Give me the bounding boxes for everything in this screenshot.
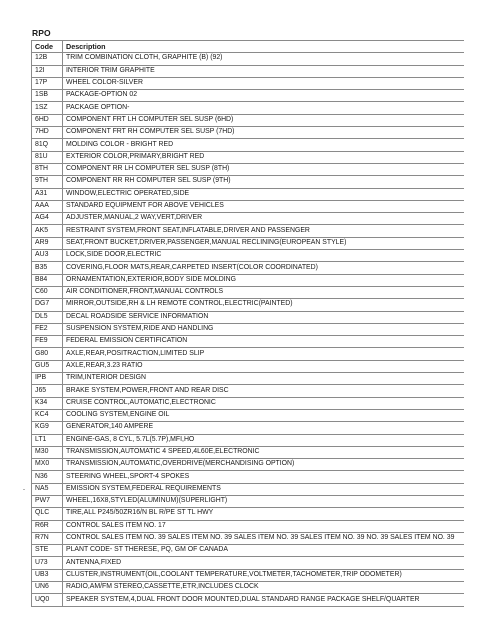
rpo-code-cell: K34	[32, 397, 63, 409]
table-row	[32, 262, 464, 274]
rpo-code-cell: R6R	[32, 520, 63, 532]
table-row	[32, 520, 464, 532]
rpo-description-cell: COMPONENT FRT RH COMPUTER SEL SUSP (7HD)	[63, 127, 464, 139]
rpo-code-cell: A31	[32, 188, 63, 200]
rpo-description-cell: MIRROR,OUTSIDE,RH & LH REMOTE CONTROL,ELECTRIC(PAINTED)	[63, 299, 464, 311]
table-row	[32, 151, 464, 163]
table-header-row	[32, 41, 464, 53]
rpo-description-cell: RADIO,AM/FM STEREO,CASSETTE,ETR,INCLUDES CLOCK	[63, 582, 464, 594]
rpo-description-cell: AIR CONDITIONER,FRONT,MANUAL CONTROLS	[63, 286, 464, 298]
table-row	[32, 422, 464, 434]
scan-speck	[23, 489, 25, 490]
table-row	[32, 409, 464, 421]
rpo-code-cell: B35	[32, 262, 63, 274]
rpo-code-cell: 17P	[32, 77, 63, 89]
rpo-code-cell: IPB	[32, 373, 63, 385]
rpo-code-cell: KG9	[32, 422, 63, 434]
table-row	[32, 459, 464, 471]
rpo-description-cell: ADJUSTER,MANUAL,2 WAY,VERT,DRIVER	[63, 213, 464, 225]
rpo-code-cell: 8TH	[32, 163, 63, 175]
table-row	[32, 65, 464, 77]
rpo-code-cell: FE2	[32, 323, 63, 335]
rpo-description-cell: COOLING SYSTEM,ENGINE OIL	[63, 409, 464, 421]
table-row	[32, 311, 464, 323]
rpo-code-cell: DL5	[32, 311, 63, 323]
rpo-description-cell: TRANSMISSION,AUTOMATIC,OVERDRIVE(MERCHANDISING OPTION)	[63, 459, 464, 471]
rpo-description-cell: GENERATOR,140 AMPERE	[63, 422, 464, 434]
rpo-description-cell: COMPONENT RR LH COMPUTER SEL SUSP (8TH)	[63, 163, 464, 175]
table-row	[32, 594, 464, 606]
rpo-description-cell: DECAL ROADSIDE SERVICE INFORMATION	[63, 311, 464, 323]
code-column-header: Code	[32, 41, 63, 53]
rpo-code-cell: U73	[32, 557, 63, 569]
table-row	[32, 250, 464, 262]
rpo-code-cell: 7HD	[32, 127, 63, 139]
description-column-header: Description	[63, 41, 464, 53]
rpo-description-cell: CONTROL SALES ITEM NO. 39 SALES ITEM NO. 39 SALES ITEM NO. 39 SALES ITEM NO. 39 NO. 39 SALES ITEM NO. 39	[63, 532, 464, 544]
table-row	[32, 373, 464, 385]
table-row	[32, 471, 464, 483]
rpo-code-cell: AAA	[32, 200, 63, 212]
rpo-code-cell: 1SZ	[32, 102, 63, 114]
rpo-code-table	[31, 40, 464, 607]
rpo-code-cell: FE9	[32, 336, 63, 348]
rpo-description-cell: MOLDING COLOR - BRIGHT RED	[63, 139, 464, 151]
table-row	[32, 200, 464, 212]
table-row	[32, 213, 464, 225]
table-row	[32, 545, 464, 557]
rpo-description-cell: WHEEL COLOR-SILVER	[63, 77, 464, 89]
table-row	[32, 385, 464, 397]
rpo-description-cell: AXLE,REAR,3.23 RATIO	[63, 360, 464, 372]
rpo-code-cell: UB3	[32, 569, 63, 581]
table-row	[32, 348, 464, 360]
rpo-description-cell: COVERING,FLOOR MATS,REAR,CARPETED INSERT(COLOR COORDINATED)	[63, 262, 464, 274]
rpo-description-cell: STEERING WHEEL,SPORT-4 SPOKES	[63, 471, 464, 483]
rpo-description-cell: WHEEL,16X8,STYLED(ALUMINUM)(SUPERLIGHT)	[63, 495, 464, 507]
rpo-description-cell: WINDOW,ELECTRIC OPERATED,SIDE	[63, 188, 464, 200]
table-row	[32, 495, 464, 507]
rpo-code-cell: KC4	[32, 409, 63, 421]
rpo-code-cell: AU3	[32, 250, 63, 262]
table-row	[32, 508, 464, 520]
rpo-description-cell: EMISSION SYSTEM,FEDERAL REQUIREMENTS	[63, 483, 464, 495]
rpo-description-cell: STANDARD EQUIPMENT FOR ABOVE VEHICLES	[63, 200, 464, 212]
rpo-description-cell: EXTERIOR COLOR,PRIMARY,BRIGHT RED	[63, 151, 464, 163]
table-row	[32, 127, 464, 139]
table-row	[32, 397, 464, 409]
rpo-description-cell: ENGINE-GAS, 8 CYL, 5.7L(5.7P),MFI,HO	[63, 434, 464, 446]
rpo-code-cell: 12B	[32, 53, 63, 65]
rpo-description-cell: COMPONENT RR RH COMPUTER SEL SUSP (9TH)	[63, 176, 464, 188]
rpo-code-cell: M30	[32, 446, 63, 458]
rpo-description-cell: TRIM,INTERIOR DESIGN	[63, 373, 464, 385]
table-row	[32, 446, 464, 458]
rpo-description-cell: TRIM COMBINATION CLOTH, GRAPHITE (B) (92)	[63, 53, 464, 65]
rpo-code-cell: LT1	[32, 434, 63, 446]
table-row	[32, 557, 464, 569]
rpo-code-cell: R7N	[32, 532, 63, 544]
table-row	[32, 53, 464, 65]
rpo-code-cell: B84	[32, 274, 63, 286]
table-row	[32, 323, 464, 335]
rpo-code-cell: 81Q	[32, 139, 63, 151]
rpo-description-cell: RESTRAINT SYSTEM,FRONT SEAT,INFLATABLE,DRIVER AND PASSENGER	[63, 225, 464, 237]
rpo-code-cell: AK5	[32, 225, 63, 237]
table-row	[32, 483, 464, 495]
rpo-description-cell: SUSPENSION SYSTEM,RIDE AND HANDLING	[63, 323, 464, 335]
table-row	[32, 90, 464, 102]
table-row	[32, 582, 464, 594]
table-row	[32, 114, 464, 126]
rpo-code-cell: 6HD	[32, 114, 63, 126]
rpo-description-cell: CONTROL SALES ITEM NO. 17	[63, 520, 464, 532]
rpo-code-cell: PW7	[32, 495, 63, 507]
rpo-code-cell: N36	[32, 471, 63, 483]
rpo-description-cell: ORNAMENTATION,EXTERIOR,BODY SIDE MOLDING	[63, 274, 464, 286]
table-row	[32, 163, 464, 175]
rpo-description-cell: BRAKE SYSTEM,POWER,FRONT AND REAR DISC	[63, 385, 464, 397]
table-row	[32, 188, 464, 200]
table-row	[32, 299, 464, 311]
rpo-code-cell: QLC	[32, 508, 63, 520]
table-row	[32, 286, 464, 298]
rpo-code-cell: NA5	[32, 483, 63, 495]
rpo-code-cell: 1SB	[32, 90, 63, 102]
rpo-code-cell: UN6	[32, 582, 63, 594]
rpo-description-cell: FEDERAL EMISSION CERTIFICATION	[63, 336, 464, 348]
rpo-code-cell: 81U	[32, 151, 63, 163]
table-row	[32, 225, 464, 237]
rpo-description-cell: CLUSTER,INSTRUMENT(OIL,COOLANT TEMPERATURE,VOLTMETER,TACHOMETER,TRIP ODOMETER)	[63, 569, 464, 581]
rpo-description-cell: SEAT,FRONT BUCKET,DRIVER,PASSENGER,MANUAL RECLINING(EUROPEAN STYLE)	[63, 237, 464, 249]
rpo-code-cell: STE	[32, 545, 63, 557]
table-row	[32, 434, 464, 446]
rpo-code-cell: GU5	[32, 360, 63, 372]
rpo-code-cell: MX0	[32, 459, 63, 471]
table-row	[32, 532, 464, 544]
table-row	[32, 336, 464, 348]
rpo-description-cell: PACKAGE OPTION-	[63, 102, 464, 114]
table-row	[32, 77, 464, 89]
rpo-description-cell: INTERIOR TRIM GRAPHITE	[63, 65, 464, 77]
rpo-description-cell: PACKAGE-OPTION 02	[63, 90, 464, 102]
rpo-description-cell: SPEAKER SYSTEM,4,DUAL FRONT DOOR MOUNTED,DUAL STANDARD RANGE PACKAGE SHELF/QUARTER	[63, 594, 464, 606]
rpo-description-cell: ANTENNA,FIXED	[63, 557, 464, 569]
table-row	[32, 274, 464, 286]
rpo-code-cell: DG7	[32, 299, 63, 311]
rpo-code-cell: G80	[32, 348, 63, 360]
rpo-code-cell: AR9	[32, 237, 63, 249]
rpo-code-cell: 12I	[32, 65, 63, 77]
rpo-code-cell: AG4	[32, 213, 63, 225]
table-row	[32, 139, 464, 151]
rpo-code-cell: UQ0	[32, 594, 63, 606]
rpo-description-cell: COMPONENT FRT LH COMPUTER SEL SUSP (6HD)	[63, 114, 464, 126]
rpo-code-cell: 9TH	[32, 176, 63, 188]
table-row	[32, 237, 464, 249]
rpo-description-cell: CRUISE CONTROL,AUTOMATIC,ELECTRONIC	[63, 397, 464, 409]
table-row	[32, 176, 464, 188]
table-row	[32, 569, 464, 581]
rpo-description-cell: TIRE,ALL P245/50ZR16/N BL R/PE ST TL HWY	[63, 508, 464, 520]
table-row	[32, 102, 464, 114]
rpo-description-cell: AXLE,REAR,POSITRACTION,LIMITED SLIP	[63, 348, 464, 360]
rpo-code-cell: C60	[32, 286, 63, 298]
rpo-description-cell: TRANSMISSION,AUTOMATIC 4 SPEED,4L60E,ELECTRONIC	[63, 446, 464, 458]
rpo-description-cell: LOCK,SIDE DOOR,ELECTRIC	[63, 250, 464, 262]
rpo-description-cell: PLANT CODE- ST THERESE, PQ, GM OF CANADA	[63, 545, 464, 557]
table-row	[32, 360, 464, 372]
rpo-code-cell: J65	[32, 385, 63, 397]
rpo-heading: RPO	[32, 28, 51, 38]
table-body	[32, 53, 464, 606]
